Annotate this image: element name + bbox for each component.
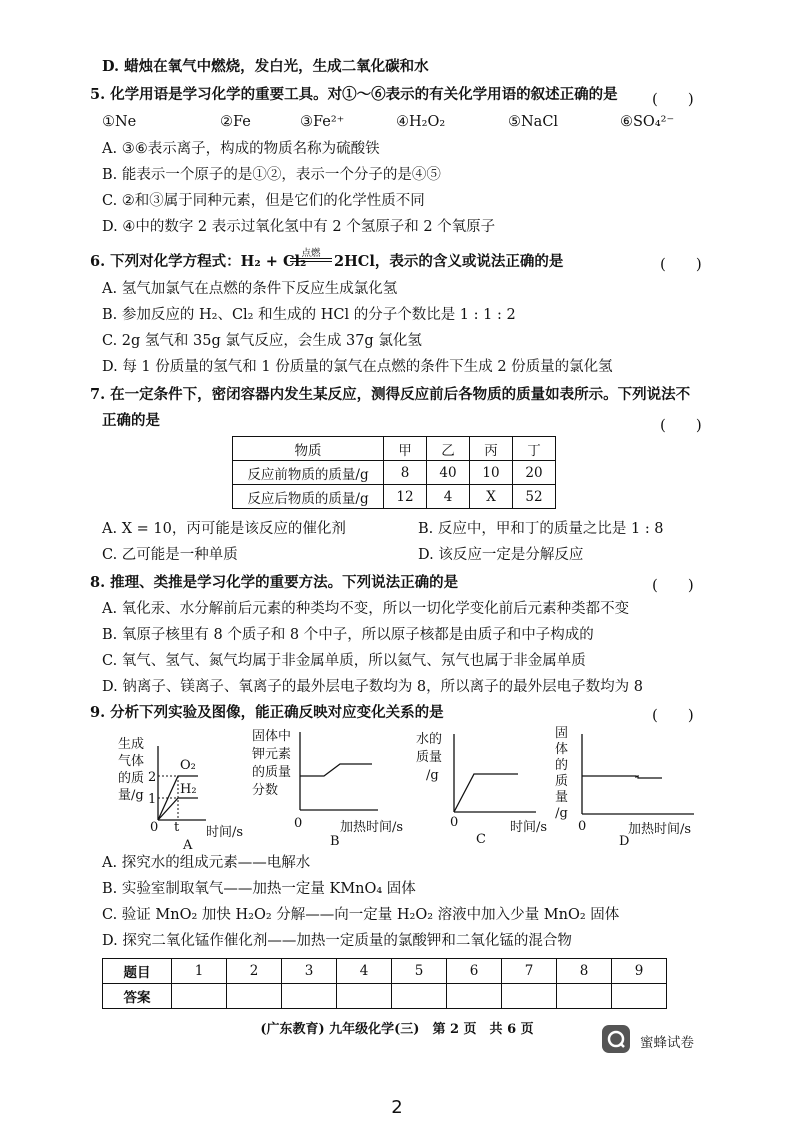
- answer-cell[interactable]: [172, 984, 227, 1009]
- graph-a-tick-2: 2: [148, 770, 157, 785]
- graph-b-origin: 0: [294, 816, 303, 831]
- graph-d-ylabel: 固 体 的 质 量 /g: [555, 726, 569, 821]
- q8-answer-paren: ( ): [652, 576, 694, 594]
- answer-cell[interactable]: [282, 984, 337, 1009]
- table-cell: 4: [337, 959, 392, 984]
- curve: [300, 764, 372, 776]
- graph-d-xlabel: 加热时间/s: [628, 822, 692, 837]
- q5-symbol-2: ②Fe: [220, 114, 251, 130]
- graph-d-origin: 0: [578, 819, 587, 834]
- table-cell: 10: [470, 461, 513, 485]
- answer-cell[interactable]: [337, 984, 392, 1009]
- graph-c-origin: 0: [450, 815, 459, 830]
- q5-stem: 5. 化学用语是学习化学的重要工具。对①～⑥表示的有关化学用语的叙述正确的是: [90, 86, 618, 103]
- curve: [582, 776, 662, 778]
- graph-a-tick-1: 1: [148, 792, 157, 807]
- table-cell: 3: [282, 959, 337, 984]
- graph-b-xlabel: 加热时间/s: [340, 820, 404, 835]
- page-number: 2: [391, 1097, 403, 1118]
- watermark-text: 蜜蜂试卷: [640, 1035, 694, 1051]
- table-cell: 丙: [470, 437, 513, 461]
- table-row: [103, 959, 667, 984]
- q5-symbol-6: ⑥SO₄²⁻: [620, 114, 675, 130]
- q5-answer-paren: ( ): [652, 90, 694, 108]
- table-cell: X: [470, 485, 513, 509]
- graph-c-tag: C: [476, 832, 486, 847]
- q6-equals-bar: [290, 258, 332, 262]
- q8-option-d: D. 钠离子、镁离子、氧离子的最外层电子数均为 8，所以离子的最外层电子数均为 8: [102, 679, 643, 695]
- table-cell: 12: [384, 485, 427, 509]
- answer-cell[interactable]: [227, 984, 282, 1009]
- table-cell: 反应后物质的质量/g: [233, 485, 384, 509]
- q6-option-b: B. 参加反应的 H₂、Cl₂ 和生成的 HCl 的分子个数比是 1 : 1 : 2: [102, 307, 516, 323]
- graph-c: [450, 730, 538, 814]
- answer-cell[interactable]: [612, 984, 667, 1009]
- answer-table: [102, 958, 667, 1009]
- curve: [454, 774, 518, 812]
- graph-d: [578, 730, 696, 816]
- q6-option-c: C. 2g 氢气和 35g 氯气反应，会生成 37g 氯化氢: [102, 333, 422, 349]
- table-row: [233, 485, 556, 509]
- q6-condition: 点燃: [301, 248, 321, 259]
- graph-a-origin: 0: [150, 820, 159, 835]
- graph-a-tag: A: [183, 838, 193, 853]
- table-cell: 反应前物质的质量/g: [233, 461, 384, 485]
- table-cell: 6: [447, 959, 502, 984]
- table-cell: 7: [502, 959, 557, 984]
- q7-option-c: C. 乙可能是一种单质: [102, 547, 238, 563]
- q7-mass-table: [232, 436, 556, 509]
- graph-a-tick-t: t: [174, 820, 180, 835]
- q8-option-c: C. 氧气、氢气、氮气均属于非金属单质，所以氦气、氖气也属于非金属单质: [102, 653, 586, 669]
- table-cell: 52: [513, 485, 556, 509]
- q9-stem: 9. 分析下列实验及图像，能正确反映对应变化关系的是: [90, 704, 444, 721]
- table-header-row: [233, 437, 556, 461]
- q9-option-c: C. 验证 MnO₂ 加快 H₂O₂ 分解——向一定量 H₂O₂ 溶液中加入少量 MnO₂ 固体: [102, 907, 620, 923]
- answer-cell[interactable]: [557, 984, 612, 1009]
- q8-option-a: A. 氧化汞、水分解前后元素的种类均不变，所以一切化学变化前后元素种类都不变: [102, 601, 630, 617]
- q5-option-d: D. ④中的数字 2 表示过氧化氢中有 2 个氢原子和 2 个氧原子: [102, 219, 496, 235]
- q9-answer-paren: ( ): [652, 706, 694, 724]
- table-cell: 20: [513, 461, 556, 485]
- answer-cell[interactable]: [447, 984, 502, 1009]
- q7-option-d: D. 该反应一定是分解反应: [418, 547, 584, 563]
- graph-a-xlabel: 时间/s: [206, 825, 244, 840]
- q7-option-b: B. 反应中，甲和丁的质量之比是 1 : 8: [418, 521, 664, 537]
- table-cell: 9: [612, 959, 667, 984]
- graph-c-xlabel: 时间/s: [510, 820, 548, 835]
- table-cell: 5: [392, 959, 447, 984]
- q5-option-b: B. 能表示一个原子的是①②，表示一个分子的是④⑤: [102, 167, 441, 183]
- graph-a-ylabel: 生成 气体 的质 量/g: [118, 737, 145, 803]
- table-cell: 乙: [427, 437, 470, 461]
- q5-symbol-1: ①Ne: [102, 114, 137, 130]
- table-cell: 1: [172, 959, 227, 984]
- q5-option-c: C. ②和③属于同种元素，但是它们的化学性质不同: [102, 193, 425, 209]
- table-cell: 2: [227, 959, 282, 984]
- q8-option-b: B. 氧原子核里有 8 个质子和 8 个中子，所以原子核都是由质子和中子构成的: [102, 627, 594, 643]
- graph-a: [150, 742, 208, 822]
- table-row: [103, 984, 667, 1009]
- table-row: [233, 461, 556, 485]
- q9-option-b: B. 实验室制取氧气——加热一定量 KMnO₄ 固体: [102, 881, 416, 897]
- q7-option-a: A. X = 10，丙可能是该反应的催化剂: [102, 521, 346, 537]
- table-cell: 答案: [103, 984, 172, 1009]
- graph-a-h2-label: H₂: [180, 782, 197, 797]
- graph-b: [296, 728, 380, 812]
- q6-option-a: A. 氢气加氯气在点燃的条件下反应生成氯化氢: [102, 281, 398, 297]
- q9-option-d: D. 探究二氧化锰作催化剂——加热一定质量的氯酸钾和二氧化锰的混合物: [102, 933, 572, 949]
- graph-b-tag: B: [330, 834, 340, 849]
- page-footer: (广东教育) 九年级化学(三) 第 2 页 共 6 页: [260, 1022, 534, 1037]
- table-cell: 4: [427, 485, 470, 509]
- q5-symbol-5: ⑤NaCl: [508, 114, 559, 130]
- answer-cell[interactable]: [502, 984, 557, 1009]
- q7-answer-paren: ( ): [660, 416, 702, 434]
- table-cell: 丁: [513, 437, 556, 461]
- watermark-logo-icon: [602, 1025, 630, 1053]
- graph-a-o2-label: O₂: [180, 758, 196, 773]
- answer-cell[interactable]: [392, 984, 447, 1009]
- q5-option-a: A. ③⑥表示离子，构成的物质名称为硫酸铁: [102, 141, 380, 157]
- graph-c-ylabel: 水的 质量 /g: [416, 732, 443, 783]
- q8-stem: 8. 推理、类推是学习化学的重要方法。下列说法正确的是: [90, 574, 459, 591]
- q6-stem-post: 2HCl，表示的含义或说法正确的是: [334, 253, 564, 270]
- q6-stem-pre: 6. 下列对化学方程式：H₂ + Cl₂: [90, 253, 307, 270]
- q7-stem-line1: 7. 在一定条件下，密闭容器内发生某反应，测得反应前后各物质的质量如表所示。下列说法不: [90, 386, 691, 403]
- graph-d-tag: D: [619, 834, 630, 849]
- table-cell: 甲: [384, 437, 427, 461]
- q5-symbol-4: ④H₂O₂: [396, 114, 446, 130]
- table-cell: 40: [427, 461, 470, 485]
- table-cell: 物质: [233, 437, 384, 461]
- table-cell: 8: [557, 959, 612, 984]
- table-cell: 8: [384, 461, 427, 485]
- q7-stem-line2: 正确的是: [102, 412, 160, 429]
- graph-b-ylabel: 固体中 钾元素 的质量 分数: [252, 729, 292, 798]
- table-cell: 题目: [103, 959, 172, 984]
- q5-symbol-3: ③Fe²⁺: [300, 114, 345, 130]
- q4-option-d: D. 蜡烛在氧气中燃烧，发白光，生成二氧化碳和水: [102, 58, 429, 75]
- q6-answer-paren: ( ): [660, 255, 702, 273]
- q9-option-a: A. 探究水的组成元素——电解水: [102, 855, 311, 871]
- q6-option-d: D. 每 1 份质量的氢气和 1 份质量的氯气在点燃的条件下生成 2 份质量的氯化氢: [102, 359, 613, 375]
